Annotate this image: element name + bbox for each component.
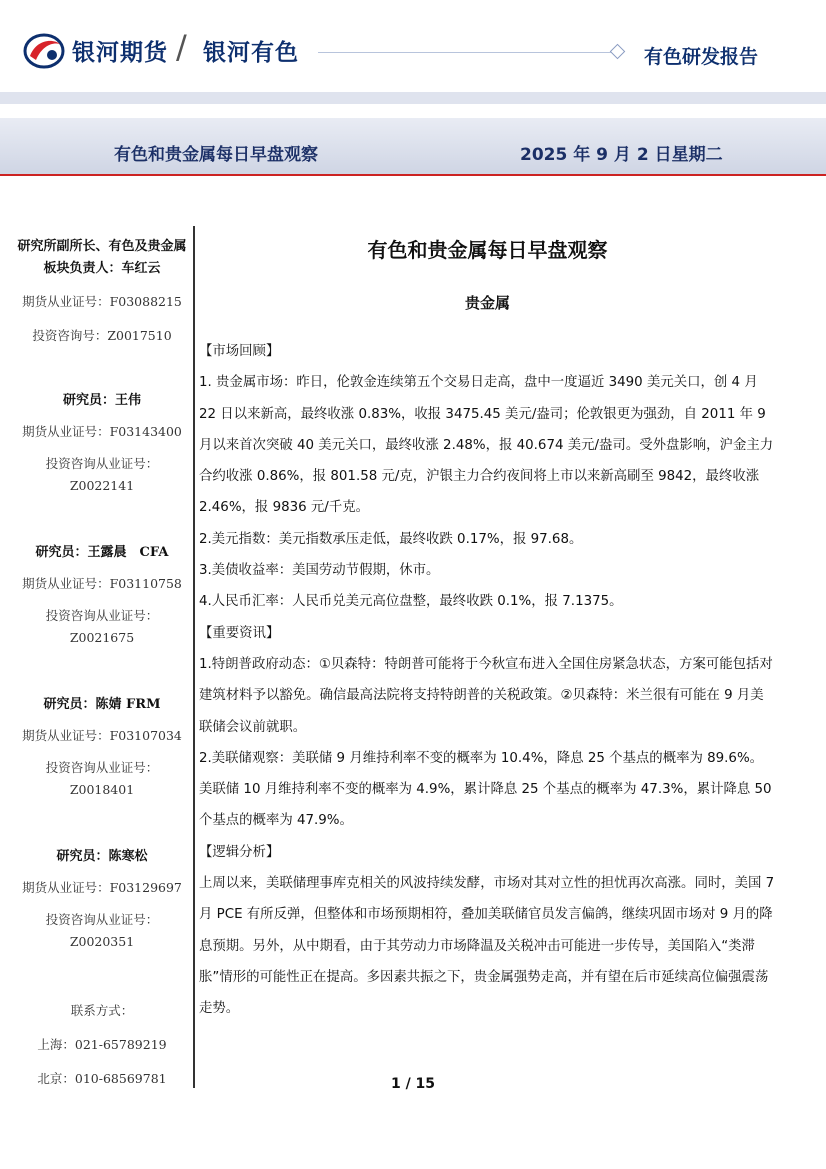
researcher-block: [14, 236, 190, 344]
futures-license: 期货从业证号：F03107034: [22, 728, 182, 743]
futures-license: 期货从业证号：F03129697: [22, 880, 182, 895]
paragraph: 1. 贵金属市场：昨日，伦敦金连续第五个交易日走高，盘中一度逼近 3490 美元关口，创 4 月 22 日以来新高，最终收涨 0.83%，收报 3475.45 美元/盎司；伦敦银更为强劲，自 2011 年 9 月以来首次突破 40 美元关口，最终收涨 2.48%，报 40.674 美元/盎司。受外盘影响，沪金主力合约收涨 0.86%，报 801.58 元/克，沪银主力合约夜间将上市以来新高刷至 9842，最终收涨 2.46%，报 9836 元/千克。: [199, 375, 774, 516]
brand-separator: /: [176, 28, 187, 66]
researcher-title: 研究所副所长、有色及贵金属板块负责人：车红云: [17, 239, 187, 276]
contact-block: [14, 1001, 190, 1087]
contact-label: 联系方式：: [70, 1003, 134, 1018]
researcher-title: 研究员：陈婧 FRM: [43, 697, 161, 712]
section-heading-review: 【市场回顾】: [199, 344, 280, 359]
document-title: 有色和贵金属每日早盘观察: [367, 238, 608, 262]
band-title: 有色和贵金属每日早盘观察: [114, 145, 318, 165]
brand-subname: 银河有色: [203, 40, 299, 66]
invest-license-number: Z0020351: [69, 934, 135, 949]
page-header: [0, 0, 826, 92]
contact-beijing: 北京：010-68569781: [37, 1071, 167, 1086]
section-subtitle: 贵金属: [464, 294, 510, 312]
researcher-sidebar: [14, 236, 190, 1087]
galaxy-logo-icon: [22, 30, 66, 70]
invest-license-number: Z0018401: [69, 782, 135, 797]
header-rule: [318, 52, 618, 53]
invest-license-number: Z0021675: [69, 630, 135, 645]
paragraph: 4.人民币汇率：人民币兑美元高位盘整，最终收跌 0.1%，报 7.1375。: [199, 594, 623, 610]
page-number: 1 / 15: [390, 1076, 436, 1092]
band-date: 2025 年 9 月 2 日星期二: [520, 145, 723, 165]
invest-license: 投资咨询从业证号：: [45, 760, 159, 775]
invest-license: 投资咨询从业证号：: [45, 608, 159, 623]
section-heading-logic: 【逻辑分析】: [199, 844, 280, 860]
section-heading-news: 【重要资讯】: [199, 625, 280, 641]
sidebar-divider: [193, 226, 195, 1088]
paragraph: 2.美元指数：美元指数承压走低，最终收跌 0.17%，报 97.68。: [199, 531, 583, 547]
invest-license: 投资咨询从业证号：: [45, 456, 159, 471]
researcher-title: 研究员：王露晨 CFA: [35, 545, 169, 560]
paragraph: 2.美联储观察：美联储 9 月维持利率不变的概率为 10.4%，降息 25 个基点的概率为 89.6%。美联储 10 月维持利率不变的概率为 4.9%，累计降息 25 个基点的概率为 47.3%，累计降息 50 个基点的概率为 47.9%。: [199, 750, 772, 829]
researcher-title: 研究员：王伟: [62, 393, 141, 408]
researcher-block: [14, 541, 190, 645]
paragraph: 上周以来，美联储理事库克相关的风波持续发酵，市场对其对立性的担忧再次高涨。同时，美国 7 月 PCE 有所反弹，但整体和市场预期相符，叠加美联储官员发言偏鸽，继续巩固市场对 9 月的降息预期。另外，从中期看，由于其劳动力市场降温及关税冲击可能进一步传导，美国陷入“类滞胀”情形的可能性正在提高。多因素共振之下，贵金属强势走高，并有望在后市延续高位偏强震荡走势。: [199, 876, 775, 1017]
researcher-title: 研究员：陈寒松: [56, 849, 148, 864]
researcher-block: [14, 693, 190, 797]
invest-license: 投资咨询号：Z0017510: [32, 328, 172, 343]
diamond-icon: [610, 44, 626, 60]
document-body: [199, 336, 776, 1025]
invest-license: 投资咨询从业证号：: [45, 912, 159, 927]
futures-license: 期货从业证号：F03143400: [22, 424, 182, 439]
header-band: [0, 92, 826, 104]
contact-shanghai: 上海：021-65789219: [37, 1037, 167, 1052]
researcher-block: [14, 845, 190, 949]
invest-license-number: Z0022141: [69, 478, 135, 493]
futures-license: 期货从业证号：F03110758: [22, 576, 182, 591]
paragraph: 1.特朗普政府动态：①贝森特：特朗普可能将于今秋宣布进入全国住房紧急状态，方案可能包括对建筑材料予以豁免。确信最高法院将支持特朗普的关税政策。②贝森特：米兰很有可能在 9 月美联储会议前就职。: [199, 656, 773, 735]
futures-license: 期货从业证号：F03088215: [22, 294, 182, 309]
researcher-block: [14, 389, 190, 493]
paragraph: 3.美债收益率：美国劳动节假期，休市。: [199, 563, 440, 579]
report-type: 有色研发报告: [644, 46, 759, 68]
brand-name: 银河期货: [72, 40, 168, 66]
